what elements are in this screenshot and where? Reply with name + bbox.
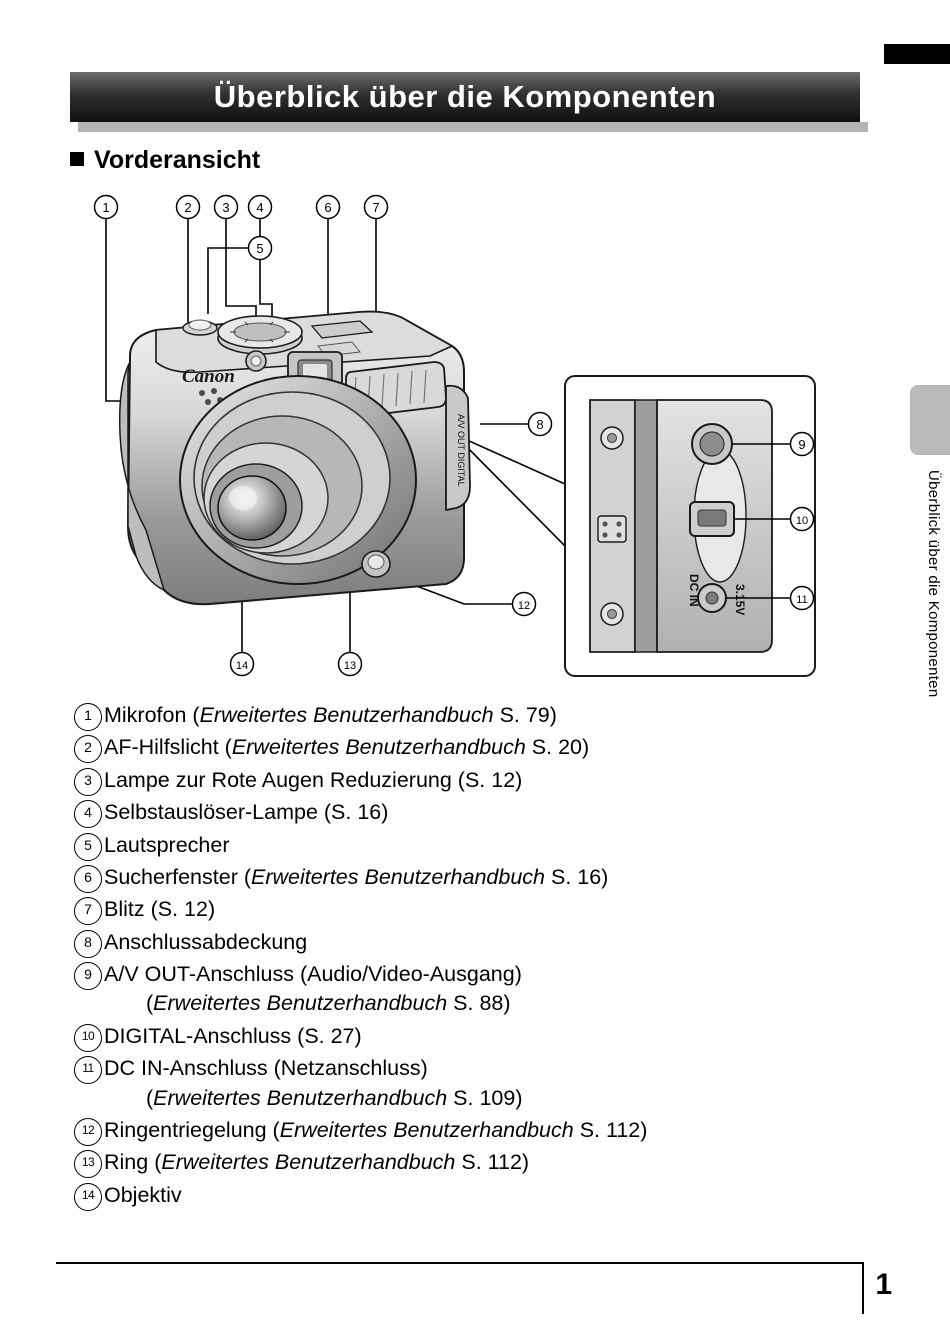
footer-divider <box>56 1262 864 1264</box>
callout-5: 5 <box>256 241 264 256</box>
legend-text: Ringentriegelung (Erweitertes Benutzerhandbuch S. 112) <box>104 1117 648 1142</box>
list-item <box>74 1180 874 1211</box>
legend-text: Lautsprecher <box>104 832 230 857</box>
camera-port-label: A/V OUT DIGITAL <box>456 414 466 487</box>
list-item <box>74 959 874 1020</box>
port-detail-panel <box>565 376 815 676</box>
callout-11: 11 <box>796 594 808 606</box>
dc-in-label: DC IN <box>687 574 701 607</box>
list-item <box>74 1115 874 1146</box>
camera-illustration <box>120 312 470 605</box>
callout-10: 10 <box>795 515 809 527</box>
voltage-label: 3.15V <box>733 584 747 616</box>
legend-number: 14 <box>74 1183 102 1211</box>
top-black-tab <box>884 44 950 64</box>
callout-4: 4 <box>256 200 264 215</box>
legend-number: 13 <box>74 1150 102 1178</box>
legend-text: Sucherfenster (Erweitertes Benutzerhandbuch S. 16) <box>104 864 609 889</box>
callout-13: 13 <box>343 660 357 672</box>
legend-number: 11 <box>74 1056 102 1084</box>
legend-text: DC IN-Anschluss (Netzanschluss) (Erweitertes Benutzerhandbuch S. 109) <box>104 1053 874 1114</box>
page-number: 1 <box>875 1268 892 1301</box>
camera-front-view-figure <box>60 186 860 686</box>
legend-continuation: (Erweitertes Benutzerhandbuch S. 88) <box>146 991 511 1016</box>
legend-number: 2 <box>74 735 102 763</box>
callout-8: 8 <box>536 417 544 432</box>
legend-number: 6 <box>74 865 102 893</box>
legend-number: 4 <box>74 800 102 828</box>
legend-number: 8 <box>74 930 102 958</box>
legend-continuation: (Erweitertes Benutzerhandbuch S. 109) <box>146 1085 523 1110</box>
legend-number: 5 <box>74 833 102 861</box>
list-item <box>74 862 874 893</box>
legend-text: A/V OUT-Anschluss (Audio/Video-Ausgang) (Erweitertes Benutzerhandbuch S. 88) <box>104 959 874 1020</box>
legend-text: Objektiv <box>104 1182 182 1207</box>
page-title: Überblick über die Komponenten <box>213 79 717 114</box>
section-heading <box>70 146 260 175</box>
footer-divider-vertical <box>862 1262 864 1314</box>
legend-text: Lampe zur Rote Augen Reduzierung (S. 12) <box>104 767 523 792</box>
legend-text: Ring (Erweitertes Benutzerhandbuch S. 112) <box>104 1150 530 1175</box>
list-item <box>74 1021 874 1052</box>
square-bullet-icon <box>70 152 84 166</box>
legend-number: 7 <box>74 897 102 925</box>
legend-number: 3 <box>74 768 102 796</box>
callout-9: 9 <box>798 437 806 452</box>
list-item <box>74 894 874 925</box>
list-item <box>74 700 874 731</box>
callout-6: 6 <box>324 200 332 215</box>
camera-brand-text: Canon <box>182 366 235 387</box>
list-item <box>74 797 874 828</box>
legend-text: DIGITAL-Anschluss (S. 27) <box>104 1023 362 1048</box>
legend-text: Mikrofon (Erweitertes Benutzerhandbuch S. 79) <box>104 703 557 727</box>
list-item <box>74 830 874 861</box>
list-item <box>74 732 874 763</box>
list-item <box>74 1053 874 1114</box>
legend-number: 10 <box>74 1024 102 1052</box>
side-chapter-tab <box>910 385 950 455</box>
legend-number: 1 <box>74 703 102 731</box>
banner-shadow <box>78 122 868 132</box>
legend-number: 12 <box>74 1118 102 1146</box>
callout-12: 12 <box>517 600 531 612</box>
legend-text: AF-Hilfslicht (Erweitertes Benutzerhandbuch S. 20) <box>104 735 590 760</box>
section-title: Vorderansicht <box>94 146 261 174</box>
legend-text: Selbstauslöser-Lampe (S. 16) <box>104 800 389 825</box>
list-item <box>74 927 874 958</box>
list-item <box>74 1147 874 1178</box>
chapter-banner <box>70 72 860 122</box>
callout-2: 2 <box>184 200 192 215</box>
callout-1: 1 <box>102 200 110 215</box>
callout-3: 3 <box>222 200 230 215</box>
callout-14: 14 <box>235 660 249 672</box>
callout-7: 7 <box>372 200 380 215</box>
side-chapter-label: Überblick über die Komponenten <box>925 470 942 698</box>
list-item <box>74 765 874 796</box>
legend-text: Blitz (S. 12) <box>104 897 216 922</box>
component-legend-list <box>74 700 874 1212</box>
legend-text: Anschlussabdeckung <box>104 929 308 954</box>
legend-number: 9 <box>74 962 102 990</box>
